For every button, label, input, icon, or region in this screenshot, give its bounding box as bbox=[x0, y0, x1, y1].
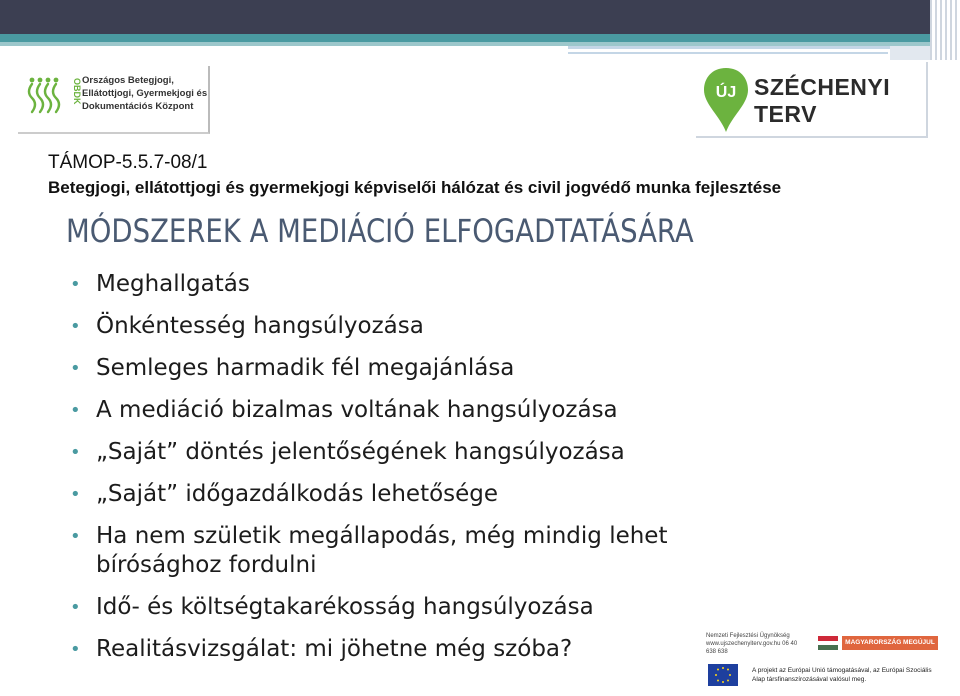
program-code: TÁMOP-5.5.7-08/1 bbox=[48, 152, 208, 173]
list-item: • Realitásvizsgálat: mi jöhetne még szóba? bbox=[70, 635, 790, 664]
list-item: • Ha nem születik megállapodás, még mindig lehet bírósághoz fordulni bbox=[70, 522, 790, 580]
top-accent-strip bbox=[0, 34, 960, 42]
eu-funding-footer bbox=[702, 628, 942, 692]
list-item: • Idő- és költségtakarékosság hangsúlyozása bbox=[70, 593, 790, 622]
bullet-list bbox=[70, 270, 790, 677]
list-item: • „Saját” időgazdálkodás lehetősége bbox=[70, 480, 790, 509]
szechenyi-prefix: ÚJ bbox=[715, 84, 737, 101]
agency-text: Nemzeti Fejlesztési Ügynökség www.ujszechenyiterv.gov.hu 06 40 638 638 bbox=[706, 633, 798, 655]
list-item: • „Saját” döntés jelentőségének hangsúlyozása bbox=[70, 438, 790, 467]
list-item: • A mediáció bizalmas voltának hangsúlyozása bbox=[70, 396, 790, 425]
mm-badge: MAGYARORSZÁG MEGÚJUL bbox=[842, 636, 938, 650]
obdk-logo bbox=[18, 66, 210, 134]
top-right-stripes bbox=[930, 0, 960, 60]
hungarian-flag-icon bbox=[818, 636, 838, 650]
slide-title: MÓDSZEREK A MEDIÁCIÓ ELFOGADTATÁSÁRA bbox=[66, 212, 694, 250]
obdk-logo-icon bbox=[22, 72, 82, 128]
eu-flag-icon bbox=[708, 664, 738, 686]
list-item: • Semleges harmadik fél megajánlása bbox=[70, 354, 790, 383]
list-item: • Önkéntesség hangsúlyozása bbox=[70, 312, 790, 341]
obdk-acronym: OBDK bbox=[72, 78, 82, 105]
program-title: Betegjogi, ellátottjogi és gyermekjogi képviselői hálózat és civil jogvédő munka fejlesztése bbox=[48, 178, 782, 197]
top-decor-line-2 bbox=[568, 52, 888, 54]
top-bar bbox=[0, 0, 960, 34]
eu-funding-text: A projekt az Európai Unió támogatásával, az Európai Szociális Alap társfinanszírozásával valósul meg. bbox=[752, 667, 932, 683]
szechenyi-pin-icon bbox=[700, 64, 752, 136]
obdk-logo-text: Országos Betegjogi, Ellátottjogi, Gyermekjogi és Dokumentációs Központ bbox=[82, 75, 208, 112]
list-item: • Meghallgatás bbox=[70, 270, 790, 299]
szechenyi-logo-text: SZÉCHENYI TERV bbox=[754, 74, 891, 127]
szechenyi-terv-logo bbox=[696, 62, 928, 138]
